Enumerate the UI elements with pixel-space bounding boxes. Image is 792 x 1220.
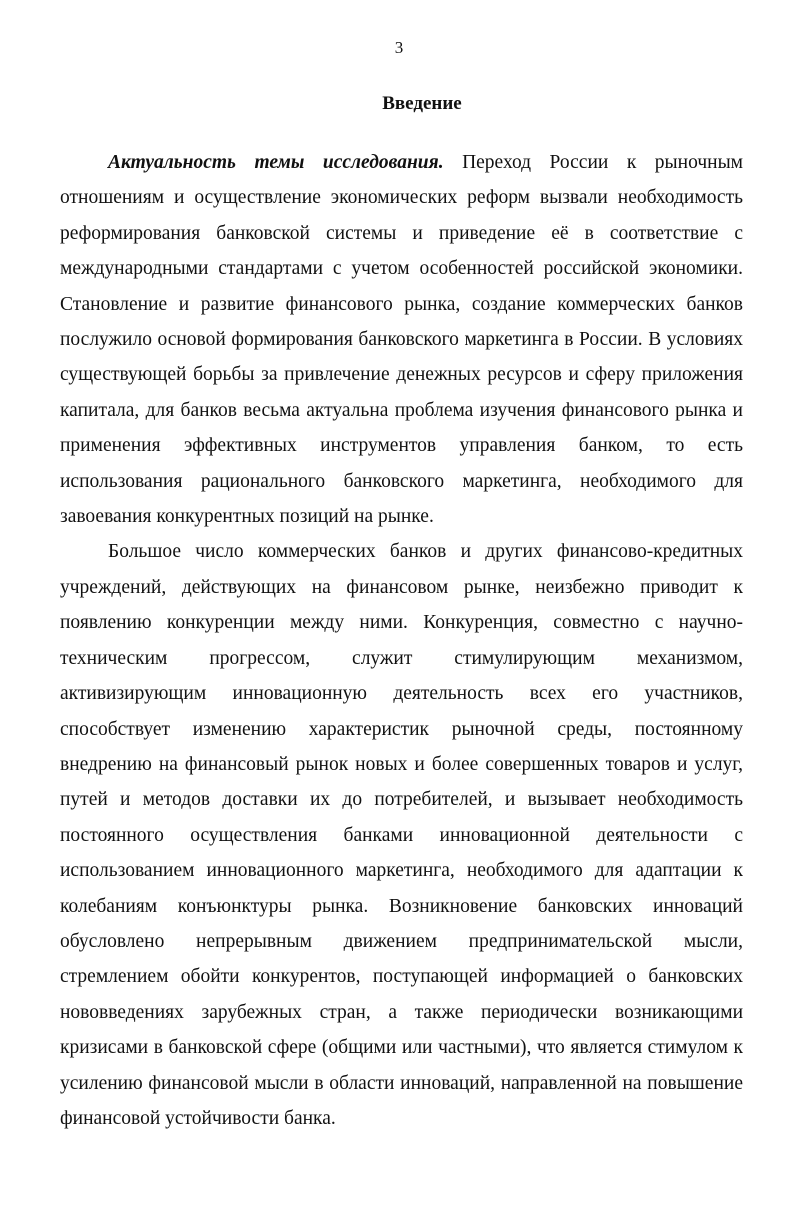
section-heading: Введение <box>382 93 462 114</box>
paragraph-text: Переход России к рыночным отношениям и осуществление экономических реформ вызвали необходимость реформирования банковской системы и приведение её в соответствие с международными стандартами с учетом особенностей российской экономики. Становление и развитие финансового рынка, создание коммерческих банков послужило основой формирования банковского маркетинга в России. В условиях существующей борьбы за привлечение денежных ресурсов и сферу приложения капитала, для банков весьма актуальна проблема изучения финансового рынка и применения эффективных инструментов управления банком, то есть использования рационального банковского маркетинга, необходимого для завоевания конкурентных позиций на рынке. <box>60 152 744 528</box>
paragraph-relevance <box>60 145 743 534</box>
paragraph-competition: Большое число коммерческих банков и других финансово-кредитных учреждений, действующих на финансовом рынке, неизбежно приводит к появлению конкуренции между ними. Конкуренция, совместно с научно-техническим прогрессом, служит стимулирующим механизмом, активизирующим инновационную деятельность всех его участников, способствует изменению характеристик рыночной среды, постоянному внедрению на финансовый рынок новых и более совершенных товаров и услуг, путей и методов доставки их до потребителей, и вызывает необходимость постоянного осуществления банками инновационной деятельности с использованием инновационного маркетинга, необходимого для адаптации к колебаниям конъюнктуры рынка. Возникновение банковских инноваций обусловлено непрерывным движением предпринимательской мысли, стремлением обойти конкурентов, поступающей информацией о банковских нововведениях зарубежных стран, а также периодически возникающими кризисами в банковской сфере (общими или частными), что является стимулом к усилению финансовой мысли в области инноваций, направленной на повышение финансовой устойчивости банка. <box>60 541 743 1129</box>
body-text <box>60 145 743 1136</box>
page-number: 3 <box>394 38 404 57</box>
paragraph-lead: Актуальность темы исследования. <box>108 152 444 173</box>
